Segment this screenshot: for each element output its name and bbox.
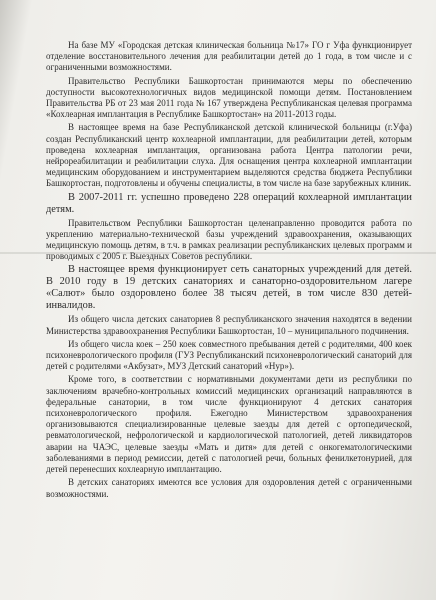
paragraph-implant-center: В настоящее время на базе Республиканской детской клинической больницы (г.Уфа) создан Республиканский центр кохлеарной имплантации, для реабилитации детей, которым проведена кохлеарная имплантация, организована работа Центра патологии речи, нейрореабилитации и реабилитации слуха. Для оснащения центра кохлеарной имплантации медицинским оборудованием и инструментарием выделяются средства бюджета Республики Башкортостан, подготовлены и обучены специалисты, в том числе на базе зарубежных клиник. [46, 122, 412, 189]
paragraph-conditions: В детских санаториях имеются все условия для оздоровления детей с ограниченными возможностями. [46, 477, 412, 499]
paragraph-federal-sanatoriums: Кроме того, в соответствии с нормативными документами дети из республики по заключениям врачебно-контрольных комиссий медицинских организаций направляются в федеральные санатории, в том числе функционируют 4 детских санатория психоневрологического профиля. Ежегодно Министерством здравоохранения организовываются специализированные целевые заезды для детей с ортопедической, ревматологической, нефрологической и кардиологической патологией, детей ликвидаторов аварии на ЧАЭС, целевые заезды «Мать и дитя» для детей с онкогематологическими заболеваниями в период ремиссии, детей с патологией речи, больных фенилкетонурией, для детей перенесших кохлеарную имплантацию. [46, 374, 412, 475]
paragraph-material-base: Правительством Республики Башкортостан целенаправленно проводится работа по укреплению материально-технической базы учреждений здравоохранения, оказывающих медицинскую помощь детям, в т.ч. в рамках реализации республиканских целевых программ и проводимых с 2005 г. Выездных Советов республики. [46, 217, 412, 262]
paragraph-bed-counts: Из общего числа коек – 250 коек совместного пребывания детей с родителями, 400 коек психоневрологического профиля (ГУЗ Республиканский психоневрологический санаторий для детей с родителями «Акбузат», МУЗ Детский санаторий «Нур»). [46, 338, 412, 372]
document-body [46, 40, 412, 502]
paragraph-sanatorium-network: В настоящее время функционирует сеть санаторных учреждений для детей. В 2010 году в 19 детских санаториях и санаторно-оздоровительном лагере «Салют» было оздоровлено более 38 тысяч детей, в том числе 830 детей-инвалидов. [46, 264, 412, 312]
paragraph-hospital-17: На базе МУ «Городская детская клиническая больница №17» ГО г Уфа функционирует отделение восстановительного лечения для реабилитации детей до 1 года, в том числе и с ограниченными возможностями. [46, 40, 412, 73]
paragraph-sanatorium-counts: Из общего числа детских санаториев 8 республиканского значения находятся в ведении Министерства здравоохранения Республики Башкортостан, 10 – муниципального подчинения. [46, 314, 412, 336]
paragraph-operations-count: В 2007-2011 гг. успешно проведено 228 операций кохлеарной имплантации детям. [46, 191, 412, 215]
paragraph-government-measures: Правительство Республики Башкортостан принимаются меры по обеспечению доступности высокотехнологичных видов медицинской помощи детям. Постановлением Правительства РБ от 23 мая 2011 года № 167 утверждена Республиканская целевая программа «Кохлеарная имплантация в Республике Башкортостан» на 2011-2013 годы. [46, 75, 412, 120]
